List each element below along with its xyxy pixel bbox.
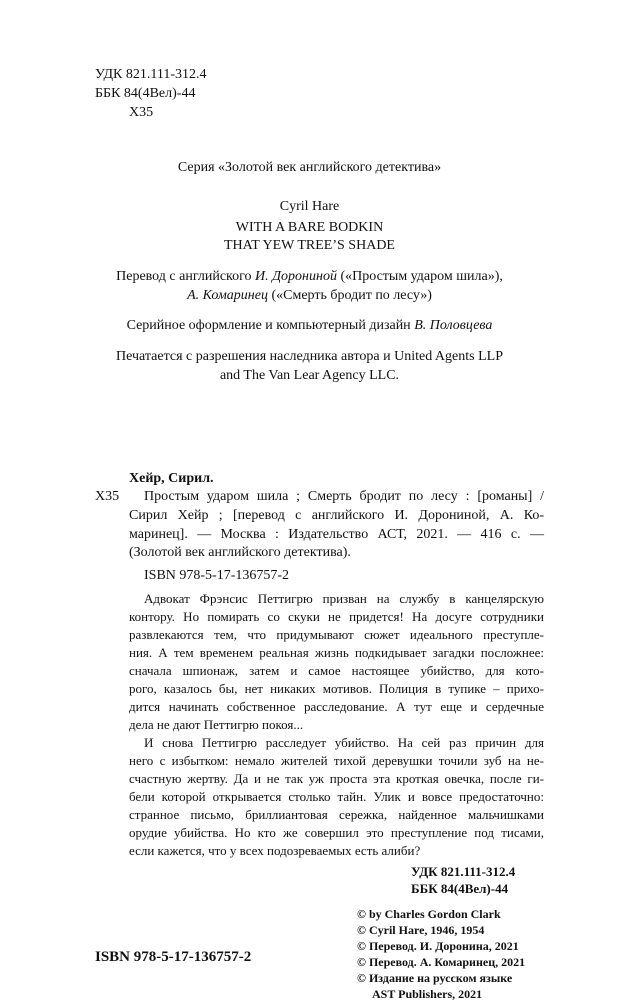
catalog-heading: Хейр, Сирил. — [129, 471, 214, 486]
author-original: Cyril Hare — [279, 199, 340, 214]
copyright-line: © Издание на русском языке — [357, 971, 513, 985]
annotation-line: если кажется, что у всех подозреваемых есть алиби? — [129, 843, 421, 858]
annotation-line: развлекаются тем, что придумывают сюжет идеального преступле- — [129, 627, 544, 642]
bbk-code: ББК 84(4Вел)-44 — [95, 86, 196, 101]
catalog-isbn: ISBN 978-5-17-136757-2 — [144, 568, 290, 583]
designer-name: В. Половцева — [414, 318, 493, 333]
footer-udk-code: УДК 821.111-312.4 — [411, 864, 516, 879]
permission-line-1: Печатается с разрешения наследника автора и United Agents LLP — [116, 349, 503, 364]
permission-line-2: and The Van Lear Agency LLC. — [219, 368, 400, 383]
footer-bbk-code: ББК 84(4Вел)-44 — [411, 881, 509, 896]
annotation-line: рого, казалось бы, нет никаких мотивов. Полиция в тупике – прихо- — [129, 681, 544, 696]
translation-book-1: («Простым ударом шила»), — [336, 269, 503, 284]
catalog-mark: Х35 — [95, 489, 120, 504]
footer-isbn: ISBN 978-5-17-136757-2 — [95, 949, 252, 965]
design-credit — [0, 319, 619, 333]
annotation-line: контору. Но помирать со скуки не придется! На досуге сотрудники — [129, 609, 544, 624]
annotation-line: странное письмо, бриллиантовая сережка, найденное мальчишками — [129, 807, 544, 822]
copyright-line: © by Charles Gordon Clark — [357, 907, 501, 921]
translation-line-1 — [0, 270, 619, 284]
original-title-2: THAT YEW TREE’S SHADE — [224, 238, 395, 253]
translator-2: А. Комаринец — [187, 288, 268, 303]
catalog-entry-line: маринец]. — Москва : Издательство АСТ, 2021. — 416 с. — — [129, 527, 544, 542]
annotation-line: орудие убийства. Но кто же совершил это преступление под тисами, — [129, 825, 544, 840]
original-title-1: WITH A BARE BODKIN — [235, 220, 384, 235]
copyright-line: AST Publishers, 2021 — [372, 987, 483, 1001]
translation-line-2 — [0, 289, 619, 303]
annotation-line: Адвокат Фрэнсис Петтигрю призван на службу в канцелярскую — [144, 591, 544, 606]
series-title: Серия «Золотой век английского детектива» — [177, 160, 442, 175]
annotation-line: дится начинать собственное расследование. А тут еще и сердечные — [129, 699, 544, 714]
copyright-line: © Перевод. А. Комаринец, 2021 — [357, 955, 526, 969]
annotation-line: ния. А тем временем реальная жизнь подкидывает загадки посложнее: — [129, 645, 544, 660]
copyright-line: © Cyril Hare, 1946, 1954 — [357, 923, 485, 937]
catalog-entry-line: (Золотой век английского детектива). — [129, 545, 351, 560]
copyright-line: © Перевод. И. Доронина, 2021 — [357, 939, 519, 953]
design-prefix: Серийное оформление и компьютерный дизайн — [126, 318, 415, 333]
udk-code: УДК 821.111-312.4 — [95, 67, 207, 82]
translation-book-2: («Смерть бродит по лесу») — [267, 288, 432, 303]
annotation-line: сначала шпионаж, затем и самое настоящее убийство, для кото- — [129, 663, 544, 678]
annotation-line: И снова Петтигрю расследует убийство. На сей раз причин для — [144, 735, 544, 750]
annotation-line: него с избытком: немало жителей тихой деревушки точили зуб на не- — [129, 753, 544, 768]
annotation-line: дела не дают Петтигрю покоя... — [129, 717, 304, 732]
translation-prefix: Перевод с английского — [116, 269, 256, 284]
author-mark: Х35 — [129, 105, 154, 120]
catalog-entry-line: Сирил Хейр ; [перевод с английского И. Дорониной, А. Ко- — [129, 508, 544, 523]
annotation-line: бели которой открывается столько тайн. Улик и вовсе предостаточно: — [129, 789, 544, 804]
annotation-line: счастную жертву. Да и не так уж проста эта кроткая овечка, после ги- — [129, 771, 544, 786]
catalog-entry-line: Простым ударом шила ; Смерть бродит по лесу : [романы] / — [144, 489, 544, 504]
translator-1: И. Дорониной — [255, 269, 337, 284]
